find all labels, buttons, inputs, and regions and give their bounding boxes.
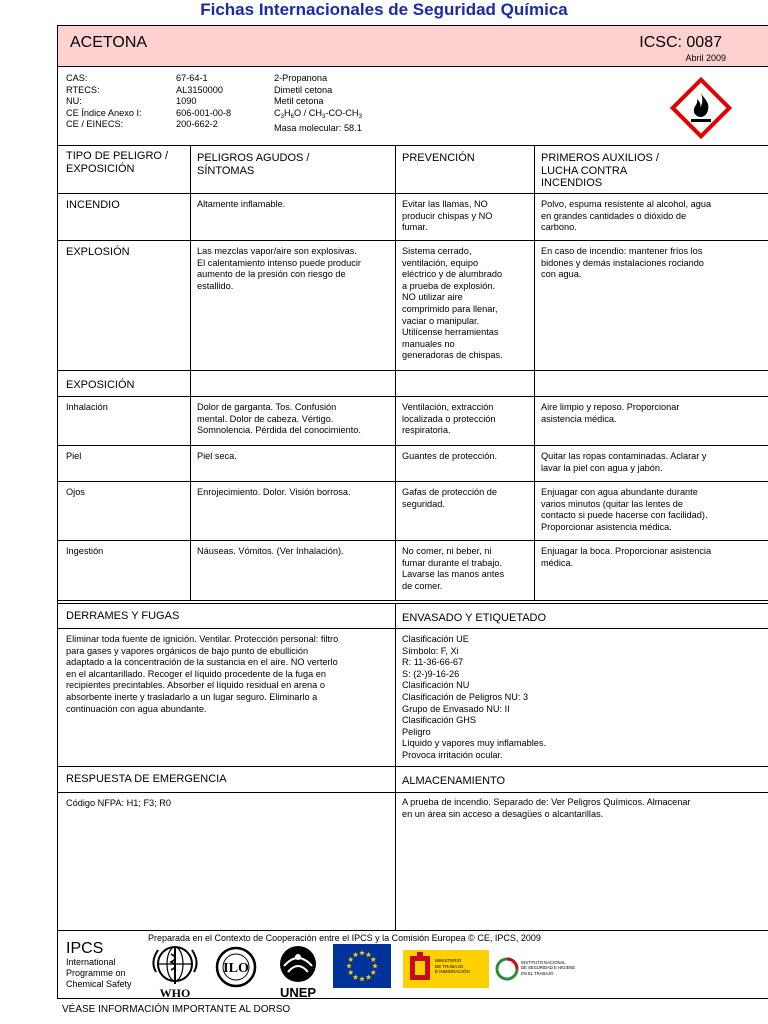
label-cas: CAS: [66,73,88,83]
explosion-prevention: Sistema cerrado, ventilación, equipo eléctrico y de alumbrado a prueba de explosión. NO utilizar aire comprimido para llenar, vaciar o manipular. Utilícense herramientas manuales no generadoras de chispas. [402,246,503,361]
divider [57,396,768,397]
divider [57,370,768,371]
synonyms [274,73,362,135]
bottom-note: VÉASE INFORMACIÓN IMPORTANTE AL DORSO [62,1004,291,1015]
divider [57,766,768,767]
divider [57,445,768,446]
identifier-labels [66,73,142,131]
divider [57,600,768,601]
emergency-heading: RESPUESTA DE EMERGENCIA [66,773,227,785]
fire-first-aid: Polvo, espuma resistente al alcohol, agua en grandes cantidades o dióxido de carbono. [541,199,712,233]
icsc-number: ICSC: 0087 [639,34,722,51]
hazard-type-explosion: EXPLOSIÓN [66,246,130,258]
flame-icon [670,77,732,139]
packaging-text: Clasificación UE Símbolo: F, Xi R: 11-36-66-67 S: (2-)9-16-26 Clasificación NU Clasificación de Peligros NU: 3 Grupo de Envasado NU: II Clasificación GHS Peligro Líquido y vapores muy inflamables. Provoca irritación ocular. [402,634,547,760]
svg-text:ILO: ILO [223,961,249,976]
label-ce-index: CE Índice Anexo I: [66,107,142,118]
hazard-type-fire: INCENDIO [66,199,120,211]
inhalation-first-aid: Aire limpio y reposo. Proporcionar asistencia médica. [541,402,680,424]
ingestion-prevention: No comer, ni beber, ni fumar durante el trabajo. Lavarse las manos antes de comer. [402,546,505,591]
divider [57,540,768,541]
divider [57,603,768,604]
ipcs-logo-text: IPCS [66,940,104,957]
eyes-prevention: Gafas de protección de seguridad. [402,487,497,509]
column-header-first-aid: PRIMEROS AUXILIOS / LUCHA CONTRA INCENDIOS [541,152,659,189]
ilo-logo-icon [212,946,260,988]
eyes-first-aid: Enjuagar con agua abundante durante varios minutos (quitar las lentes de contacto si puede hacerse con facilidad). Proporcionar asistencia médica. [541,487,708,532]
instituto-logo [492,950,578,988]
skin-first-aid: Quitar las ropas contaminadas. Aclarar y lavar la piel con agua y jabón. [541,451,707,473]
column-divider [395,145,396,600]
molar-mass: Masa molecular: 58.1 [274,123,362,134]
spills-heading: DERRAMES Y FUGAS [66,610,180,622]
insht-emblem-icon [495,957,519,981]
column-divider [395,603,396,930]
synonym-1: 2-Propanona [274,73,328,83]
instituto-label: INSTITUTO NACIONAL DE SEGURIDAD E HIGIENE EN EL TRABAJO [521,960,576,976]
column-divider [534,145,535,600]
eu-flag-icon [333,944,391,988]
value-cas: 67-64-1 [176,73,208,83]
column-header-hazard-type: TIPO DE PELIGRO / EXPOSICIÓN [66,150,169,175]
exposure-heading: EXPOSICIÓN [66,379,135,391]
fire-symptoms: Altamente inflamable. [197,199,286,209]
who-logo [148,944,202,1000]
synonym-2: Dimetil cetona [274,84,333,95]
storage-heading: ALMACENAMIENTO [402,775,506,787]
inhalation-symptoms: Dolor de garganta. Tos. Confusión mental. Dolor de cabeza. Vértigo. Somnolencia. Pérdida del conocimiento. [197,402,361,436]
skin-prevention: Guantes de protección. [402,451,497,461]
identifier-values [176,73,231,131]
divider [57,628,768,629]
inhalation-prevention: Ventilación, extracción localizada o protección respiratoria. [402,402,496,436]
ingestion-first-aid: Enjuagar la boca. Proporcionar asistencia médica. [541,546,712,568]
who-emblem-icon [148,944,202,988]
unep-emblem-icon [270,944,326,988]
route-skin: Piel [66,451,82,461]
value-nu: 1090 [176,96,197,107]
label-rtecs: RTECS: [66,84,100,95]
divider [57,240,768,241]
column-header-symptoms: PELIGROS AGUDOS / SÍNTOMAS [197,152,310,177]
spills-text: Eliminar toda fuente de ignición. Ventilar. Protección personal: filtro para gases y vapores orgánicos de bajo punto de ebullición adaptado a la concentración de la sustancia en el aire. NO verterlo en el alcantarillado. Recoger el líquido procedente de la fuga en recipientes precintables. Absorber el líquido residual en arena o absorbente inerte y trasladarlo a un lugar seguro. Eliminarlo a continuación con agua abundante. [66,634,339,714]
coat-of-arms-icon [407,952,433,986]
value-einecs: 200-662-2 [176,119,218,130]
ipcs-subtitle: International Programme on Chemical Safety [66,957,132,989]
substance-name: ACETONA [70,34,148,51]
label-einecs: CE / EINECS: [66,119,124,130]
packaging-heading: ENVASADO Y ETIQUETADO [402,612,547,624]
unep-logo [270,944,326,1000]
value-ce-index: 606-001-00-8 [176,107,232,118]
skin-symptoms: Piel seca. [197,451,237,461]
route-ingestion: Ingestión [66,546,104,556]
column-header-prevention: PREVENCIÓN [402,152,475,164]
label-nu: NU: [66,96,82,107]
synonym-3: Metil cetona [274,96,324,107]
divider [57,930,768,931]
storage-text: A prueba de incendio. Separado de: Ver Peligros Químicos. Almacenar en un área sin acceso a desagües o alcantarillas. [402,797,691,819]
fire-prevention: Evitar las llamas, NO producir chispas y NO fumar. [402,199,493,233]
who-label: WHO [159,986,191,1000]
divider [57,193,768,194]
column-divider [190,145,191,600]
molecular-formula: $C_3H_6O / CH_3-CO-CH_3$ [274,107,362,120]
explosion-symptoms: Las mezclas vapor/aire son explosivas. El calentamiento intenso puede producir aumento de la presión con riesgo de estallido. [197,246,361,291]
route-eyes: Ojos [66,487,85,497]
divider [57,145,768,146]
prepared-note: Preparada en el Contexto de Cooperación entre el IPCS y la Comisión Europea © CE, IPCS, 2009 [148,933,541,943]
ministerio-logo [403,950,489,988]
ingestion-symptoms: Náuseas. Vómitos. (Ver Inhalación). [197,546,344,556]
emergency-text: Código NFPA: H1; F3; R0 [66,798,172,808]
eyes-symptoms: Enrojecimiento. Dolor. Visión borrosa. [197,487,351,497]
divider [57,481,768,482]
document-title: Fichas Internacionales de Seguridad Química [200,0,568,19]
divider [57,792,768,793]
revision-date: Abril 2009 [685,53,726,63]
unep-label: UNEP [279,985,317,1000]
explosion-first-aid: En caso de incendio: mantener fríos los bidones y demás instalaciones rociando con agua. [541,246,704,280]
ministerio-label: MINISTERIO DE TRABAJO E INMIGRACIÓN [435,958,470,974]
value-rtecs: AL3150000 [176,84,224,95]
route-inhalation: Inhalación [66,402,108,412]
